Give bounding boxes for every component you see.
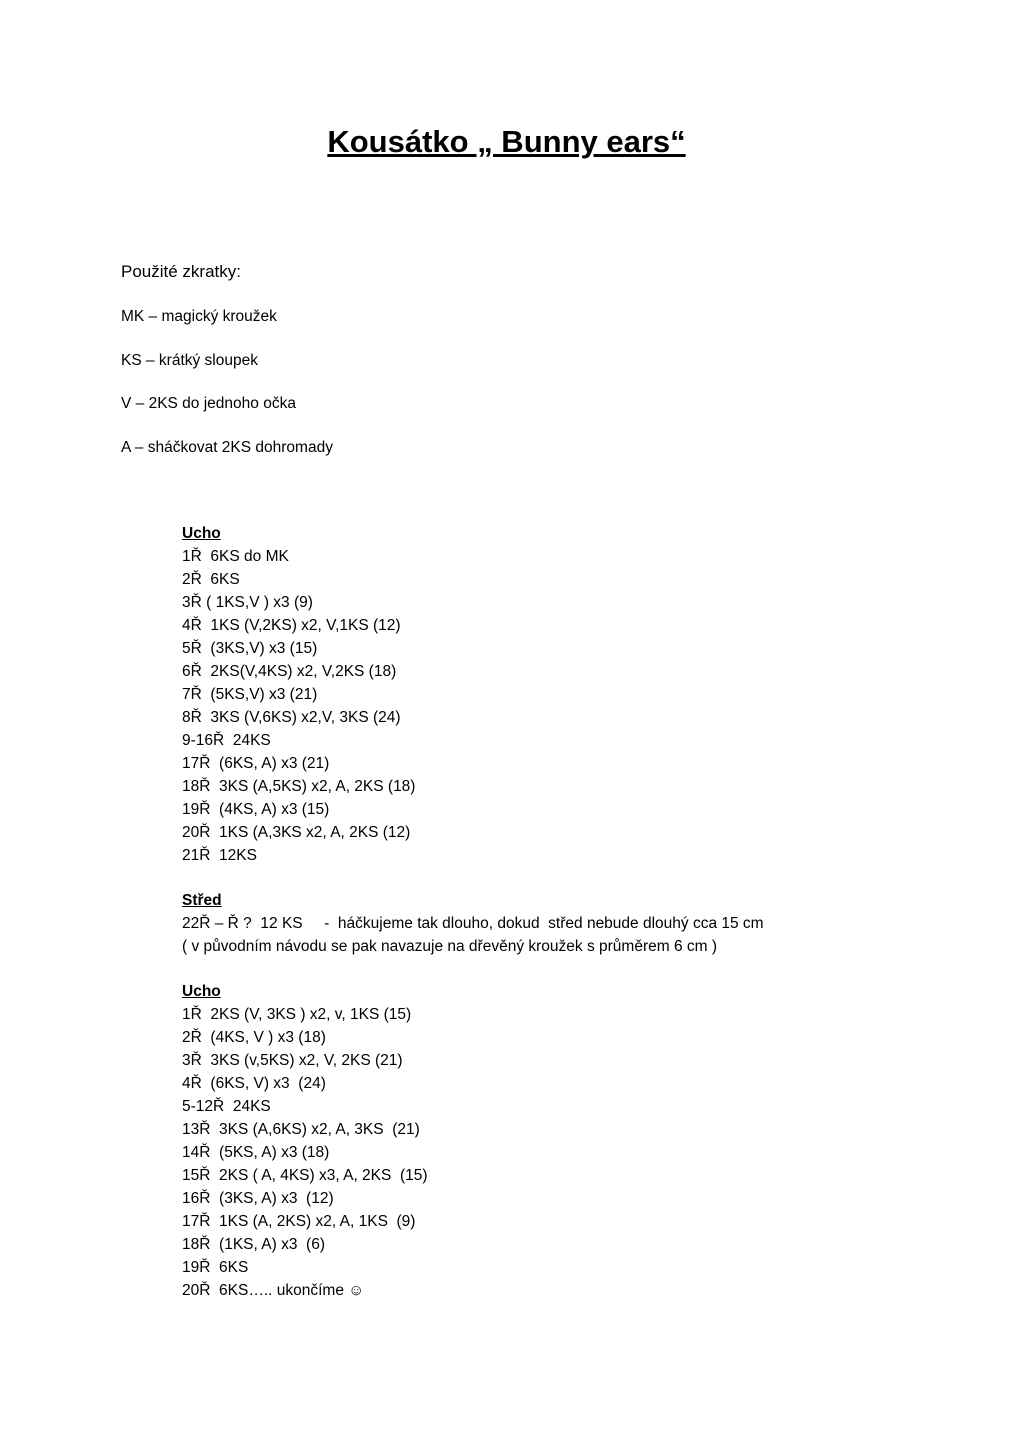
pattern-row: 3Ř 3KS (v,5KS) x2, V, 2KS (21)	[182, 1052, 403, 1069]
section-ear-second	[182, 980, 428, 1302]
pattern-row: 18Ř 3KS (A,5KS) x2, A, 2KS (18)	[182, 778, 416, 795]
section-ear-first	[182, 522, 415, 867]
pattern-row: 14Ř (5KS, A) x3 (18)	[182, 1144, 330, 1161]
pattern-row: 16Ř (3KS, A) x3 (12)	[182, 1190, 334, 1207]
pattern-note: ( v původním návodu se pak navazuje na dřevěný kroužek s průměrem 6 cm )	[182, 938, 718, 955]
pattern-row: 4Ř (6KS, V) x3 (24)	[182, 1075, 326, 1092]
pattern-row: 2Ř (4KS, V ) x3 (18)	[182, 1029, 326, 1046]
pattern-row: 1Ř 2KS (V, 3KS ) x2, v, 1KS (15)	[182, 1006, 412, 1023]
abbreviation-item: A – sháčkovat 2KS dohromady	[121, 438, 333, 456]
abbreviations-heading: Použité zkratky:	[121, 262, 241, 281]
section-heading: Střed	[182, 892, 222, 909]
pattern-row: 5-12Ř 24KS	[182, 1098, 271, 1115]
pattern-row: 22Ř – Ř ? 12 KS - háčkujeme tak dlouho, dokud střed nebude dlouhý cca 15 cm	[182, 915, 764, 932]
pattern-row: 17Ř (6KS, A) x3 (21)	[182, 755, 330, 772]
pattern-row: 19Ř (4KS, A) x3 (15)	[182, 801, 330, 818]
pattern-row: 6Ř 2KS(V,4KS) x2, V,2KS (18)	[182, 663, 397, 680]
section-heading: Ucho	[182, 525, 221, 542]
pattern-row: 9-16Ř 24KS	[182, 732, 271, 749]
pattern-row: 15Ř 2KS ( A, 4KS) x3, A, 2KS (15)	[182, 1167, 428, 1184]
section-heading: Ucho	[182, 983, 221, 1000]
pattern-row: 7Ř (5KS,V) x3 (21)	[182, 686, 318, 703]
pattern-row: 2Ř 6KS	[182, 571, 240, 588]
pattern-row: 20Ř 1KS (A,3KS x2, A, 2KS (12)	[182, 824, 411, 841]
pattern-row: 8Ř 3KS (V,6KS) x2,V, 3KS (24)	[182, 709, 401, 726]
pattern-row: 21Ř 12KS	[182, 847, 257, 864]
pattern-row: 20Ř 6KS….. ukončíme ☺	[182, 1282, 365, 1299]
pattern-row: 3Ř ( 1KS,V ) x3 (9)	[182, 594, 313, 611]
pattern-row: 1Ř 6KS do MK	[182, 548, 289, 565]
document-title: Kousátko „ Bunny ears“	[327, 124, 686, 159]
pattern-row: 18Ř (1KS, A) x3 (6)	[182, 1236, 325, 1253]
pattern-row: 13Ř 3KS (A,6KS) x2, A, 3KS (21)	[182, 1121, 420, 1138]
pattern-row: 4Ř 1KS (V,2KS) x2, V,1KS (12)	[182, 617, 401, 634]
abbreviations-list	[121, 308, 333, 482]
pattern-row: 19Ř 6KS	[182, 1259, 249, 1276]
abbreviation-item: KS – krátký sloupek	[121, 351, 258, 369]
pattern-row: 17Ř 1KS (A, 2KS) x2, A, 1KS (9)	[182, 1213, 416, 1230]
abbreviation-item: V – 2KS do jednoho očka	[121, 395, 296, 412]
pattern-row: 5Ř (3KS,V) x3 (15)	[182, 640, 318, 657]
abbreviation-item: MK – magický kroužek	[121, 308, 277, 325]
section-middle	[182, 889, 764, 958]
